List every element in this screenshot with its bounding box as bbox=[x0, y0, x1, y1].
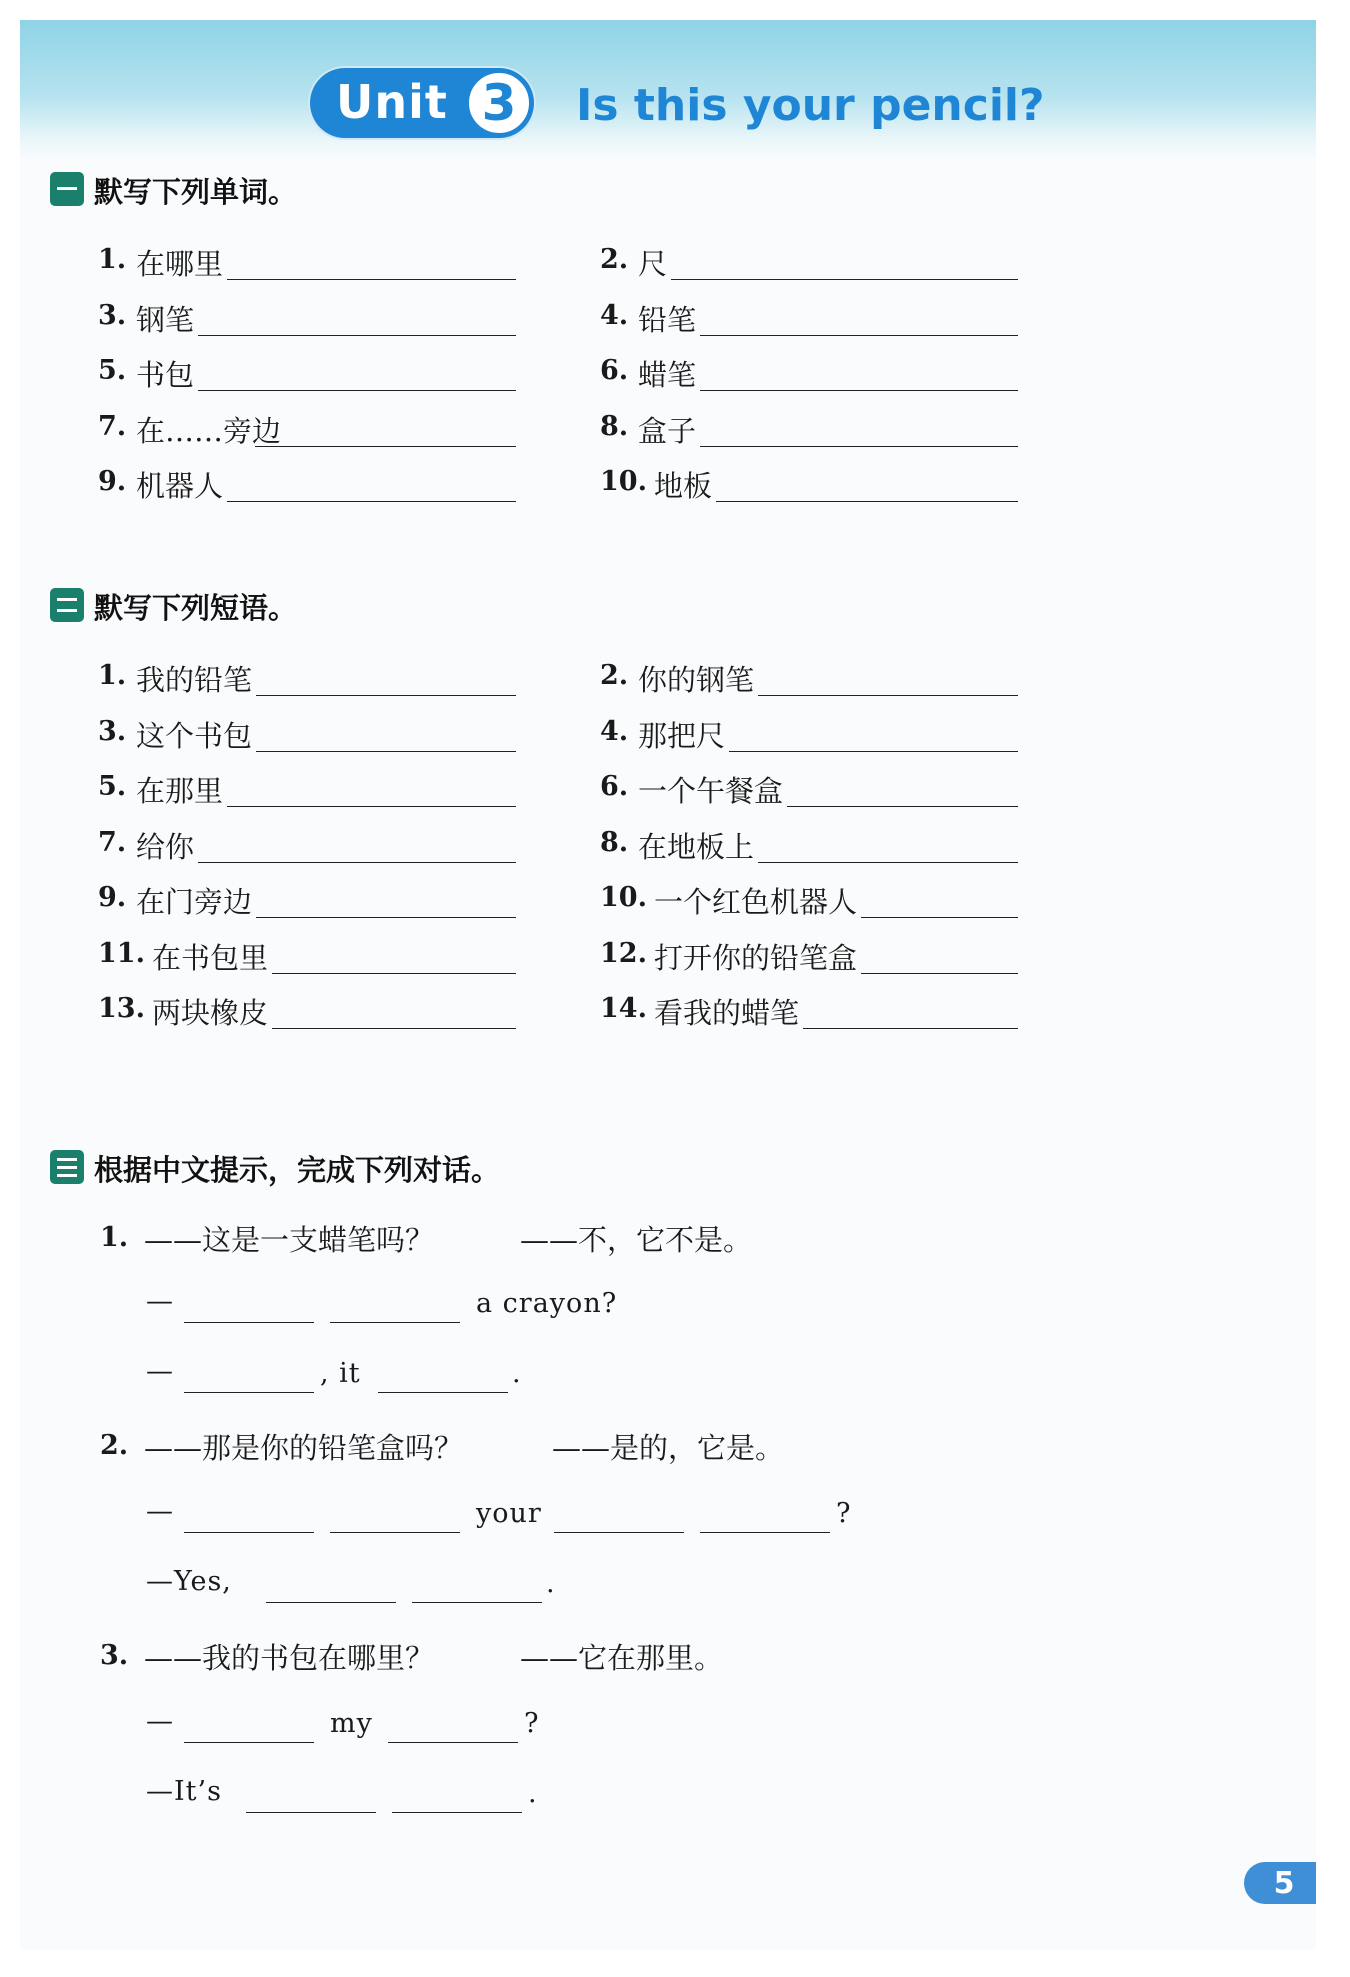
section1-item-number: 7. bbox=[98, 410, 127, 442]
section-3-title: 根据中文提示，完成下列对话。 bbox=[94, 1153, 501, 1187]
dialog-1-number: 1. bbox=[100, 1222, 129, 1253]
dialog-2-blank-5[interactable] bbox=[266, 1602, 396, 1603]
section-2-title: 默写下列短语。 bbox=[94, 591, 298, 625]
section2-item-4 bbox=[600, 714, 1018, 754]
section2-item-prompt: 看我的蜡笔 bbox=[654, 996, 800, 1030]
dialog-1-line1-dash: — bbox=[146, 1286, 174, 1317]
section2-item-number: 13. bbox=[98, 993, 145, 1024]
section2-item-prompt: 这个书包 bbox=[136, 718, 253, 753]
section2-answer-blank[interactable] bbox=[861, 917, 1018, 918]
section2-item-9 bbox=[98, 880, 516, 920]
section1-item-number: 6. bbox=[600, 355, 629, 386]
dialog-1-blank-1[interactable] bbox=[184, 1322, 314, 1323]
section2-item-5 bbox=[98, 769, 516, 809]
dialog-1-question: ——这是一支蜡笔吗？ bbox=[144, 1223, 435, 1257]
section2-answer-blank[interactable] bbox=[861, 973, 1018, 974]
dialog-1-blank-4[interactable] bbox=[378, 1392, 508, 1393]
section1-answer-blank[interactable] bbox=[227, 279, 516, 280]
dialog-3-blank-2[interactable] bbox=[388, 1742, 518, 1743]
dialog-1-blank-3[interactable] bbox=[184, 1392, 314, 1393]
dialog-3-number: 3. bbox=[100, 1640, 129, 1671]
section2-item-prompt: 打开你的铅笔盒 bbox=[654, 940, 858, 975]
section2-item-number: 10. bbox=[600, 882, 647, 913]
section1-answer-blank[interactable] bbox=[700, 446, 1018, 447]
dialog-3-blank-1[interactable] bbox=[184, 1742, 314, 1743]
section1-item-4 bbox=[600, 298, 1018, 338]
unit-number: 3 bbox=[481, 74, 517, 132]
section2-answer-blank[interactable] bbox=[227, 806, 516, 807]
unit-title: Is this your pencil? bbox=[576, 80, 1045, 131]
section2-item-prompt: 那把尺 bbox=[638, 718, 726, 753]
section2-item-14 bbox=[600, 991, 1018, 1031]
page-number: 5 bbox=[1273, 1866, 1295, 1901]
section2-item-prompt: 在门旁边 bbox=[136, 885, 253, 919]
section1-item-number: 1. bbox=[98, 244, 127, 275]
section2-item-number: 4. bbox=[600, 715, 629, 747]
section1-item-1 bbox=[98, 242, 516, 282]
section1-answer-blank[interactable] bbox=[227, 501, 516, 502]
section1-item-prompt: 蜡笔 bbox=[638, 358, 697, 392]
dialog-2-line2-end: . bbox=[546, 1568, 556, 1599]
workbook-page bbox=[20, 20, 1316, 1950]
section2-answer-blank[interactable] bbox=[758, 862, 1018, 863]
section-3-icon bbox=[50, 1150, 84, 1184]
section2-answer-blank[interactable] bbox=[787, 806, 1018, 807]
section1-item-8 bbox=[600, 409, 1018, 449]
section-2-icon bbox=[50, 588, 84, 622]
dialog-2-line1-text: your bbox=[476, 1498, 542, 1529]
dialog-2-answer: ——是的，它是。 bbox=[552, 1431, 785, 1465]
section2-item-6 bbox=[600, 769, 1018, 809]
section2-item-13 bbox=[98, 991, 516, 1031]
dialog-2-blank-4[interactable] bbox=[700, 1532, 830, 1533]
dialog-3-line1-dash: — bbox=[146, 1706, 174, 1737]
dialog-3-line1-end: ? bbox=[524, 1708, 540, 1739]
section1-item-prompt: 在……旁边 bbox=[136, 413, 282, 448]
section2-item-number: 9. bbox=[98, 882, 127, 913]
section2-item-10 bbox=[600, 880, 1018, 920]
dialog-3-line2-text: —It’s bbox=[146, 1776, 222, 1807]
section1-item-number: 5. bbox=[98, 355, 127, 386]
dialog-3-blank-4[interactable] bbox=[392, 1812, 522, 1813]
dialog-3-answer: ——它在那里。 bbox=[520, 1641, 724, 1675]
section1-answer-blank[interactable] bbox=[198, 335, 516, 336]
section1-item-7 bbox=[98, 409, 516, 449]
dialog-3-question: ——我的书包在哪里？ bbox=[144, 1641, 435, 1675]
section1-item-10 bbox=[600, 464, 1018, 504]
section2-item-number: 11. bbox=[98, 937, 145, 969]
dialog-1-line2-end: . bbox=[512, 1358, 522, 1389]
section1-answer-blank[interactable] bbox=[700, 390, 1018, 391]
section1-item-prompt: 机器人 bbox=[136, 469, 224, 503]
section1-item-prompt: 地板 bbox=[654, 469, 713, 503]
section2-item-prompt: 你的钢笔 bbox=[638, 663, 755, 697]
section2-item-prompt: 一个红色机器人 bbox=[654, 885, 858, 919]
section2-item-number: 7. bbox=[98, 826, 127, 858]
section1-item-prompt: 书包 bbox=[136, 358, 195, 392]
section2-item-number: 8. bbox=[600, 826, 629, 858]
section1-item-number: 3. bbox=[98, 299, 127, 331]
section2-item-prompt: 在地板上 bbox=[638, 829, 755, 864]
section2-item-number: 14. bbox=[600, 993, 647, 1024]
section2-item-3 bbox=[98, 714, 516, 754]
dialog-1-blank-2[interactable] bbox=[330, 1322, 460, 1323]
section1-item-9 bbox=[98, 464, 516, 504]
section2-item-number: 3. bbox=[98, 715, 127, 747]
section2-answer-blank[interactable] bbox=[803, 1028, 1018, 1029]
section-1-icon bbox=[50, 172, 84, 206]
section2-answer-blank[interactable] bbox=[272, 973, 516, 974]
dialog-1-line2-text: , it bbox=[320, 1358, 361, 1389]
section2-item-11 bbox=[98, 936, 516, 976]
section2-item-prompt: 在书包里 bbox=[152, 940, 269, 975]
section2-answer-blank[interactable] bbox=[758, 695, 1018, 696]
section2-item-8 bbox=[600, 825, 1018, 865]
dialog-2-number: 2. bbox=[100, 1430, 129, 1461]
section1-item-6 bbox=[600, 353, 1018, 393]
dialog-2-line2-text: —Yes, bbox=[146, 1566, 232, 1597]
dialog-2-line1-dash: — bbox=[146, 1496, 174, 1527]
section2-item-number: 12. bbox=[600, 937, 647, 969]
section2-answer-blank[interactable] bbox=[256, 751, 516, 752]
section2-answer-blank[interactable] bbox=[198, 862, 516, 863]
section1-item-prompt: 在哪里 bbox=[136, 247, 224, 281]
dialog-2-blank-2[interactable] bbox=[330, 1532, 460, 1533]
dialog-1-answer: ——不，它不是。 bbox=[520, 1223, 753, 1257]
dialog-2-line1-end: ? bbox=[836, 1498, 852, 1529]
section1-answer-blank[interactable] bbox=[255, 446, 516, 447]
section2-item-12 bbox=[600, 936, 1018, 976]
section1-answer-blank[interactable] bbox=[700, 335, 1018, 336]
section1-answer-blank[interactable] bbox=[716, 501, 1018, 502]
section1-item-number: 8. bbox=[600, 410, 629, 442]
dialog-2-question: ——那是你的铅笔盒吗？ bbox=[144, 1431, 464, 1465]
section1-item-number: 10. bbox=[600, 466, 647, 497]
section2-answer-blank[interactable] bbox=[729, 751, 1018, 752]
section1-answer-blank[interactable] bbox=[198, 390, 516, 391]
section2-item-prompt: 两块橡皮 bbox=[152, 996, 269, 1030]
dialog-1-line1-text: a crayon? bbox=[476, 1288, 618, 1319]
dialog-2-blank-6[interactable] bbox=[412, 1602, 542, 1603]
section2-item-number: 2. bbox=[600, 660, 629, 691]
dialog-2-blank-3[interactable] bbox=[554, 1532, 684, 1533]
section1-item-prompt: 钢笔 bbox=[136, 302, 195, 337]
dialog-2-blank-1[interactable] bbox=[184, 1532, 314, 1533]
section1-item-number: 4. bbox=[600, 299, 629, 331]
section1-item-prompt: 盒子 bbox=[638, 413, 697, 448]
section2-item-1 bbox=[98, 658, 516, 698]
section2-answer-blank[interactable] bbox=[272, 1028, 516, 1029]
section1-item-prompt: 铅笔 bbox=[638, 302, 697, 337]
section2-item-number: 1. bbox=[98, 660, 127, 691]
section2-answer-blank[interactable] bbox=[256, 695, 516, 696]
section1-item-5 bbox=[98, 353, 516, 393]
unit-label: Unit bbox=[336, 75, 448, 129]
section1-item-prompt: 尺 bbox=[638, 247, 668, 281]
section1-item-3 bbox=[98, 298, 516, 338]
section1-item-number: 2. bbox=[600, 244, 629, 275]
section2-item-2 bbox=[600, 658, 1018, 698]
dialog-3-line2-end: . bbox=[528, 1778, 538, 1809]
section2-item-prompt: 一个午餐盒 bbox=[638, 774, 784, 808]
dialog-1-line2-dash: — bbox=[146, 1356, 174, 1387]
section2-item-7 bbox=[98, 825, 516, 865]
section-1-title: 默写下列单词。 bbox=[94, 175, 298, 209]
section1-answer-blank[interactable] bbox=[671, 279, 1018, 280]
section2-item-number: 5. bbox=[98, 771, 127, 802]
section1-item-number: 9. bbox=[98, 466, 127, 497]
section2-item-prompt: 在那里 bbox=[136, 774, 224, 808]
dialog-3-line1-text: my bbox=[330, 1708, 373, 1739]
section2-item-prompt: 我的铅笔 bbox=[136, 663, 253, 697]
section2-answer-blank[interactable] bbox=[256, 917, 516, 918]
section1-item-2 bbox=[600, 242, 1018, 282]
section2-item-number: 6. bbox=[600, 771, 629, 802]
section2-item-prompt: 给你 bbox=[136, 829, 195, 864]
dialog-3-blank-3[interactable] bbox=[246, 1812, 376, 1813]
